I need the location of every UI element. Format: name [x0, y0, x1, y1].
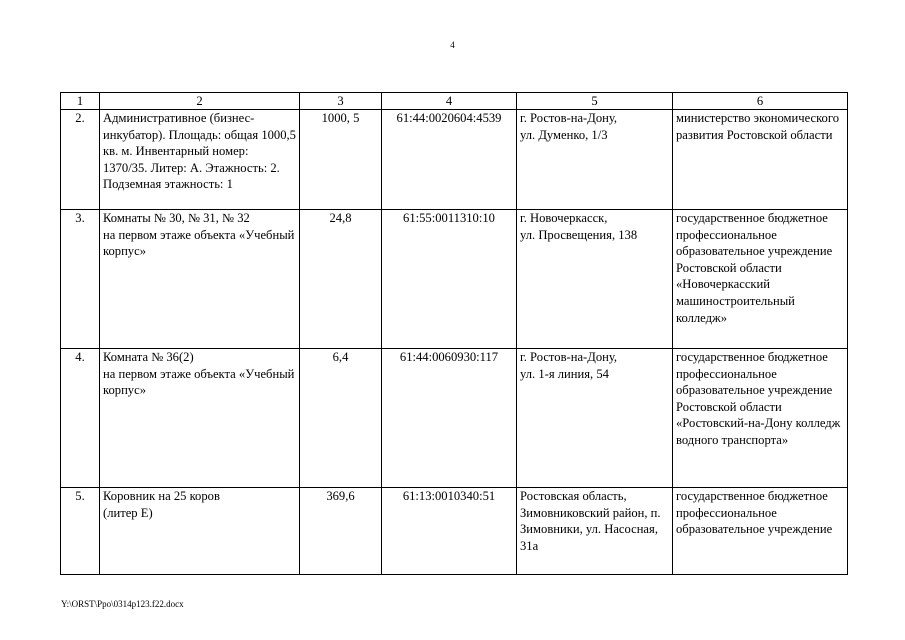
table-row: [61, 110, 848, 210]
object-name-cell: Коровник на 25 коров (литер Е): [100, 488, 300, 575]
table-row: [61, 349, 848, 488]
table-header-row: [61, 93, 848, 110]
column-header: 1: [61, 93, 100, 110]
object-name-cell: Административное (бизнес-инкубатор). Площадь: общая 1000,5 кв. м. Инвентарный номер: 1370/35. Литер: А. Этажность: 2. Подземная этажность: 1: [100, 110, 300, 210]
area-cell: 369,6: [300, 488, 382, 575]
file-path-footer: Y:\ORST\Ppo\0314p123.f22.docx: [61, 599, 184, 609]
column-header: 4: [382, 93, 517, 110]
address-cell: Ростовская область, Зимовниковский район, п. Зимовники, ул. Насосная, 31а: [517, 488, 673, 575]
holder-cell: государственное бюджетное профессиональное образовательное учреждение Ростовской области «Новочеркасский машиностроительный колледж»: [673, 210, 848, 349]
row-number-cell: 5.: [61, 488, 100, 575]
holder-cell: государственное бюджетное профессиональное образовательное учреждение Ростовской области «Ростовский-на-Дону колледж водного транспорта»: [673, 349, 848, 488]
row-number-cell: 3.: [61, 210, 100, 349]
column-header: 6: [673, 93, 848, 110]
table-row: [61, 210, 848, 349]
column-header: 2: [100, 93, 300, 110]
object-name-cell: Комната № 36(2) на первом этаже объекта «Учебный корпус»: [100, 349, 300, 488]
column-header: 5: [517, 93, 673, 110]
address-cell: г. Ростов-на-Дону, ул. Думенко, 1/3: [517, 110, 673, 210]
cadastral-number-cell: 61:55:0011310:10: [382, 210, 517, 349]
cadastral-number-cell: 61:44:0020604:4539: [382, 110, 517, 210]
address-cell: г. Новочеркасск, ул. Просвещения, 138: [517, 210, 673, 349]
table-row: [61, 488, 848, 575]
column-header: 3: [300, 93, 382, 110]
row-number-cell: 2.: [61, 110, 100, 210]
area-cell: 24,8: [300, 210, 382, 349]
area-cell: 1000, 5: [300, 110, 382, 210]
holder-cell: министерство экономического развития Ростовской области: [673, 110, 848, 210]
property-table: [60, 92, 848, 575]
object-name-cell: Комнаты № 30, № 31, № 32 на первом этаже объекта «Учебный корпус»: [100, 210, 300, 349]
page-number: 4: [450, 40, 455, 50]
row-number-cell: 4.: [61, 349, 100, 488]
cadastral-number-cell: 61:13:0010340:51: [382, 488, 517, 575]
address-cell: г. Ростов-на-Дону, ул. 1-я линия, 54: [517, 349, 673, 488]
cadastral-number-cell: 61:44:0060930:117: [382, 349, 517, 488]
holder-cell: государственное бюджетное профессиональное образовательное учреждение: [673, 488, 848, 575]
area-cell: 6,4: [300, 349, 382, 488]
